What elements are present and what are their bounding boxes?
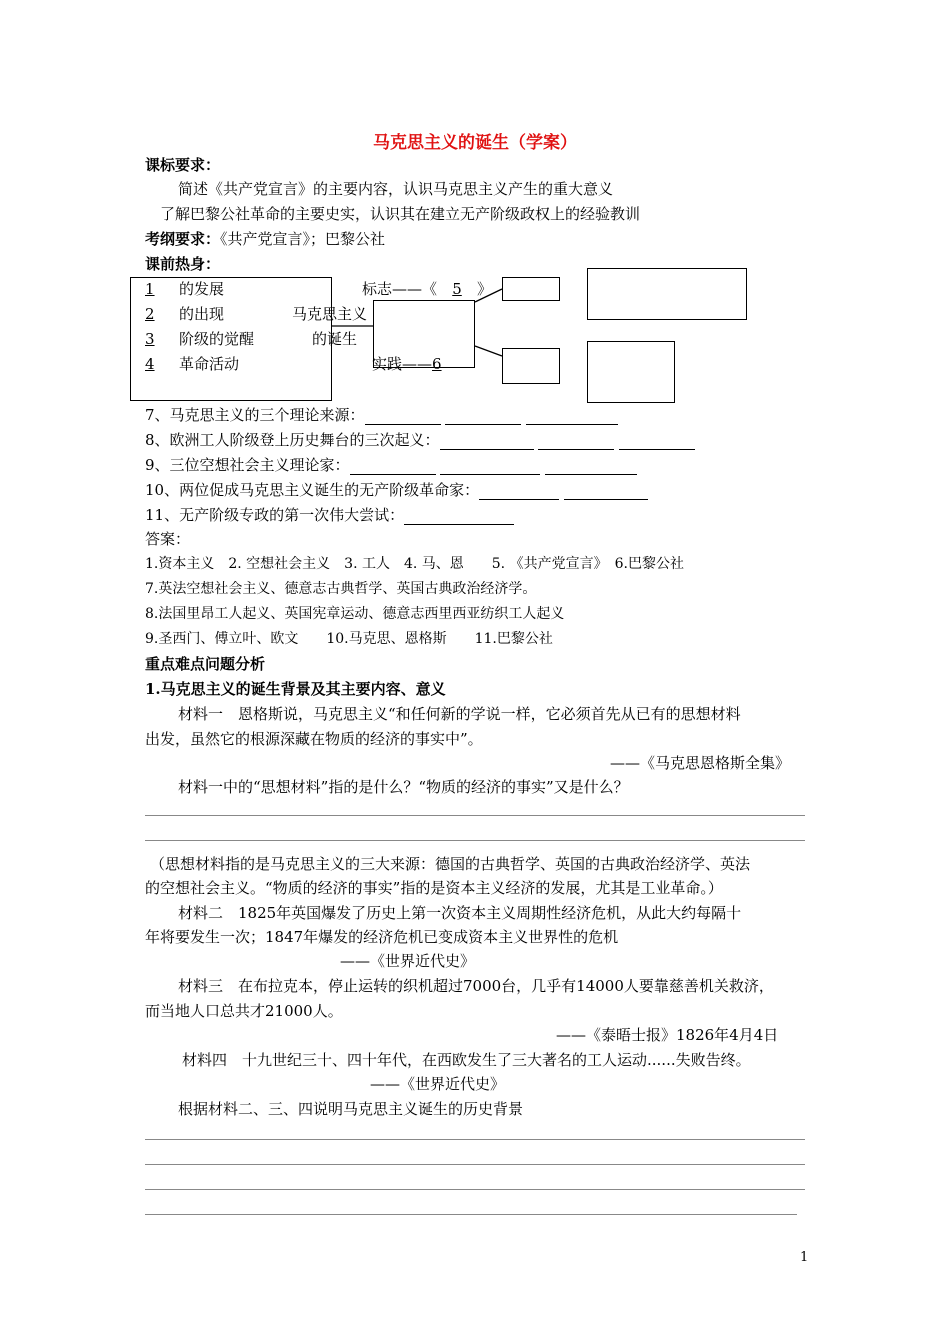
answer-blank[interactable] (526, 410, 618, 425)
practice-label (372, 353, 468, 374)
question-8 (145, 429, 695, 450)
answer-line[interactable] (145, 840, 805, 841)
question-7 (145, 404, 618, 425)
question-text: 11、无产阶级专政的第一次伟大尝试： (145, 506, 405, 524)
answer-blank[interactable] (440, 435, 534, 450)
answer-blank[interactable] (619, 435, 695, 450)
answer-blank[interactable] (404, 510, 514, 525)
mark-end: 》 (477, 280, 493, 298)
warmup-item-num: 2 (145, 305, 155, 323)
question-9 (145, 454, 637, 475)
material-3-line-2: 而当地人口总共才21000人。 (145, 1002, 343, 1020)
page-number: 1 (800, 1250, 809, 1265)
mark-num: 5 (452, 280, 462, 298)
question-material-1: 材料一中的“思想材料”指的是什么？“物质的经济的事实”又是什么？ (178, 778, 629, 796)
material-3-line-1: 材料三 在布拉克本，停止运转的织机超过7000台，几乎有14000人要靠慈善机关救济， (178, 977, 774, 995)
mark-label (362, 278, 492, 299)
page-title: 马克思主义的诞生（学案） (373, 133, 577, 153)
answer-blank[interactable] (564, 485, 648, 500)
warmup-item-num: 4 (145, 355, 155, 373)
warmup-item-num: 1 (145, 280, 155, 298)
warmup-item-3 (145, 328, 254, 349)
center-label-1: 马克思主义 (292, 305, 368, 323)
warmup-item-4 (145, 353, 239, 374)
answers-line-1: 1.资本主义 2. 空想社会主义 3. 工人 4. 马、恩 5. 《共产党宣言》 6.巴黎公社 (145, 556, 684, 572)
material-1-line-2: 出发，虽然它的根源深藏在物质的经济的事实中”。 (145, 730, 483, 748)
material-1-line-1: 材料一 恩格斯说，马克思主义“和任何新的学说一样，它必须首先从已有的思想材料 (178, 705, 741, 723)
kaogang-heading: 考纲要求： (145, 230, 221, 248)
material-4-source: ——《世界近代史》 (370, 1075, 506, 1093)
answer-blank[interactable] (538, 435, 614, 450)
answer-line[interactable] (145, 1214, 797, 1215)
mark-label-text: 标志——《 (362, 280, 438, 298)
practice-label-text: 实践—— (372, 355, 433, 373)
question-11 (145, 504, 514, 525)
center-label-2: 的诞生 (312, 330, 358, 348)
question-10 (145, 479, 648, 500)
warmup-item-1 (145, 278, 224, 299)
question-text: 9、三位空想社会主义理论家： (145, 456, 350, 474)
analysis-subheading: 1.马克思主义的诞生背景及其主要内容、意义 (145, 680, 446, 698)
answer-blank[interactable] (440, 460, 540, 475)
answers-line-3: 8.法国里昂工人起义、英国宪章运动、德意志西里西亚纺织工人起义 (145, 606, 565, 622)
kebiao-line1: 简述《共产党宣言》的主要内容，认识马克思主义产生的重大意义 (178, 180, 614, 198)
answer-blank[interactable] (365, 410, 441, 425)
question-material-2-4: 根据材料二、三、四说明马克思主义诞生的历史背景 (178, 1100, 524, 1118)
answer-blank[interactable] (350, 460, 436, 475)
answers-line-4: 9.圣西门、傅立叶、欧文 10.马克思、恩格斯 11.巴黎公社 (145, 631, 553, 647)
warmup-heading: 课前热身： (145, 255, 221, 273)
diagram-connectors (0, 0, 950, 420)
question-text: 10、两位促成马克思主义诞生的无产阶级革命家： (145, 481, 480, 499)
practice-num: 6 (432, 355, 442, 373)
analysis-heading: 重点难点问题分析 (145, 655, 266, 673)
kaogang-text: 《共产党宣言》；巴黎公社 (220, 230, 386, 248)
answer-material-1-line-1: （思想材料指的是马克思主义的三大来源：德国的古典哲学、英国的古典政治经济学、英法 (150, 855, 751, 873)
answers-heading: 答案： (145, 530, 191, 548)
material-1-source: ——《马克思恩格斯全集》 (610, 754, 791, 772)
answer-blank[interactable] (545, 460, 637, 475)
warmup-item-num: 3 (145, 330, 155, 348)
warmup-item-text: 阶级的觉醒 (179, 330, 255, 348)
kebiao-heading: 课标要求： (145, 156, 221, 174)
answers-line-2: 7.英法空想社会主义、德意志古典哲学、英国古典政治经济学。 (145, 581, 537, 597)
answer-blank[interactable] (479, 485, 559, 500)
answer-line[interactable] (145, 1189, 805, 1190)
answer-line[interactable] (145, 1164, 805, 1165)
warmup-item-text: 革命活动 (179, 355, 240, 373)
answer-line[interactable] (145, 815, 805, 816)
material-2-line-1: 材料二 1825年英国爆发了历史上第一次资本主义周期性经济危机，从此大约每隔十 (178, 904, 742, 922)
warmup-item-2 (145, 303, 224, 324)
material-4-line-1: 材料四 十九世纪三十、四十年代，在西欧发生了三大著名的工人运动......失败告终。 (182, 1051, 751, 1069)
question-text: 7、马克思主义的三个理论来源： (145, 406, 365, 424)
connector-practice (475, 346, 502, 356)
warmup-item-text: 的发展 (179, 280, 225, 298)
material-3-source: ——《泰晤士报》1826年4月4日 (556, 1026, 779, 1044)
answer-blank[interactable] (445, 410, 521, 425)
material-2-line-2: 年将要发生一次；1847年爆发的经济危机已变成资本主义世界性的危机 (145, 928, 619, 946)
answer-material-1-line-2: 的空想社会主义。“物质的经济的事实”指的是资本主义经济的发展，尤其是工业革命。） (145, 879, 723, 897)
kebiao-line2: 了解巴黎公社革命的主要史实，认识其在建立无产阶级政权上的经验教训 (160, 205, 641, 223)
question-text: 8、欧洲工人阶级登上历史舞台的三次起义： (145, 431, 440, 449)
material-2-source: ——《世界近代史》 (340, 952, 476, 970)
answer-line[interactable] (145, 1139, 805, 1140)
warmup-item-text: 的出现 (179, 305, 225, 323)
